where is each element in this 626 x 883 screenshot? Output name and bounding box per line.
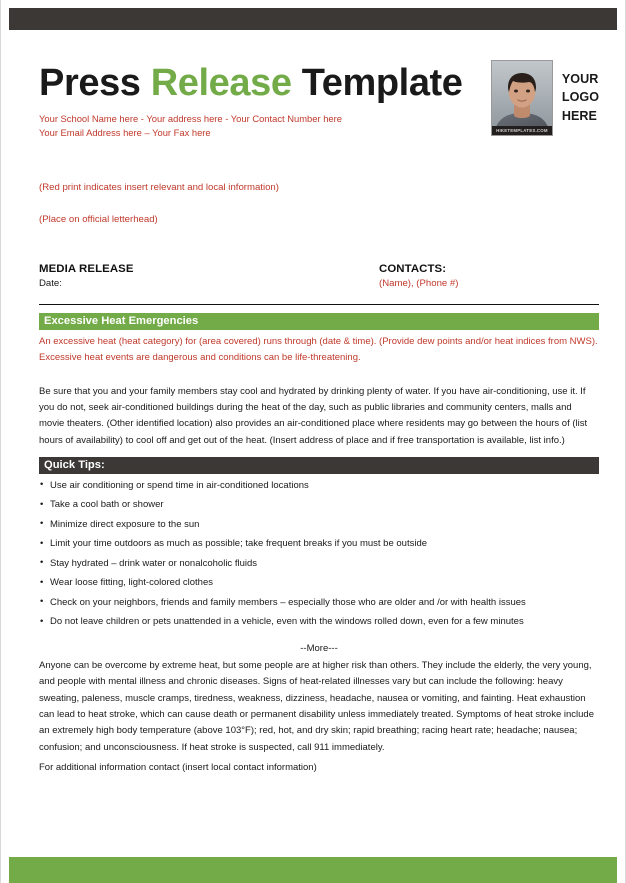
list-item: • Limit your time outdoors as much as possible; take frequent breaks if you must be outside [39, 536, 599, 552]
paragraph-heat-risk: Anyone can be overcome by extreme heat, but some people are at higher risk than others. They include the elderly, the very young, and people with mental illness and chronic diseases. Signs of heat-related illnesses vary but can include the following: heavy sweating, paleness, muscle cramps, tiredness, weakness, dizziness, headache, nausea or vomiting, and fainting. Heat exhaustion can lead to heat stroke, which can cause death or permanent disability unless immediately treated. Symptoms of heat stroke include an extremely high body temperature (above 103°F); red, hot, and dry skin; rapid breathing; racing heart rate; headache; nausea; confusion; and unconsciousness. If heat stroke is suspected, call 911 immediately. [39, 660, 594, 753]
title-segment-press: Press [39, 62, 151, 104]
media-release-label: MEDIA RELEASE [39, 263, 134, 275]
photo-watermark: HIKETEMPLATES.COM [492, 126, 552, 135]
organization-contact-line: Your Email Address here – Your Fax here [39, 127, 211, 139]
logo-block [491, 60, 599, 136]
document-content [39, 46, 599, 841]
list-item: • Take a cool bath or shower [39, 497, 599, 513]
horizontal-divider [39, 304, 599, 305]
contacts-value: (Name), (Phone #) [379, 278, 459, 289]
document-header [39, 46, 599, 150]
paragraph-stay-cool: Be sure that you and your family members stay cool and hydrated by drinking plenty of water. If you have air-conditioning, use it. If you do not, seek air-conditioned buildings during the heat of the day, such as public libraries and community centers, malls and movie theaters. (Other identified location) also provides an air-conditioned place where residents may go between the hours of (list hours of availability) to cool off and get out of the heat. (Insert address of place and if free transportation is available, list info.) [39, 385, 588, 446]
section-heading-quick-tips: Quick Tips: [39, 457, 599, 474]
quick-tips-list [39, 478, 599, 630]
list-item: • Wear loose fitting, light-colored clothes [39, 575, 599, 591]
more-marker: --More--- [300, 643, 338, 655]
logo-text-line-1: YOUR [561, 72, 599, 86]
list-item: • Do not leave children or pets unattended in a vehicle, even with the windows rolled down, even for a few minutes [39, 614, 599, 630]
logo-text-line-3: HERE [561, 108, 597, 123]
date-label: Date: [39, 278, 62, 289]
closing-contact-line: For additional information contact (insert local contact information) [39, 762, 317, 774]
media-release-row [39, 263, 599, 289]
logo-placeholder-photo [491, 60, 553, 136]
title-segment-template: Template [291, 62, 463, 104]
note-letterhead: (Place on official letterhead) [39, 214, 158, 225]
logo-placeholder-text [562, 60, 599, 125]
list-item: • Check on your neighbors, friends and family members – especially those who are older and /or with health issues [39, 595, 599, 611]
list-item: • Use air conditioning or spend time in air-conditioned locations [39, 478, 599, 494]
contacts-column [379, 263, 599, 289]
logo-text-line-2: LOGO [561, 90, 599, 105]
note-red-print: (Red print indicates insert relevant and local information) [39, 182, 279, 193]
page-bottom-bar [9, 857, 617, 883]
media-release-column [39, 263, 379, 289]
list-item: • Stay hydrated – drink water or nonalcoholic fluids [39, 556, 599, 572]
section-heading-heat-emergencies: Excessive Heat Emergencies [39, 313, 599, 330]
organization-address-line: Your School Name here - Your address here - Your Contact Number here [39, 112, 342, 124]
page-top-bar [9, 8, 617, 30]
list-item: • Minimize direct exposure to the sun [39, 517, 599, 533]
paragraph-heat-advisory: An excessive heat (heat category) for (area covered) runs through (date & time). (Provide dew points and/or heat indices from NWS). Excessive heat events are dangerous and conditions can be life-threatening. [39, 336, 598, 364]
contacts-label: CONTACTS: [379, 263, 447, 275]
portrait-photo-icon [492, 61, 552, 135]
title-segment-release: Release [150, 62, 292, 104]
